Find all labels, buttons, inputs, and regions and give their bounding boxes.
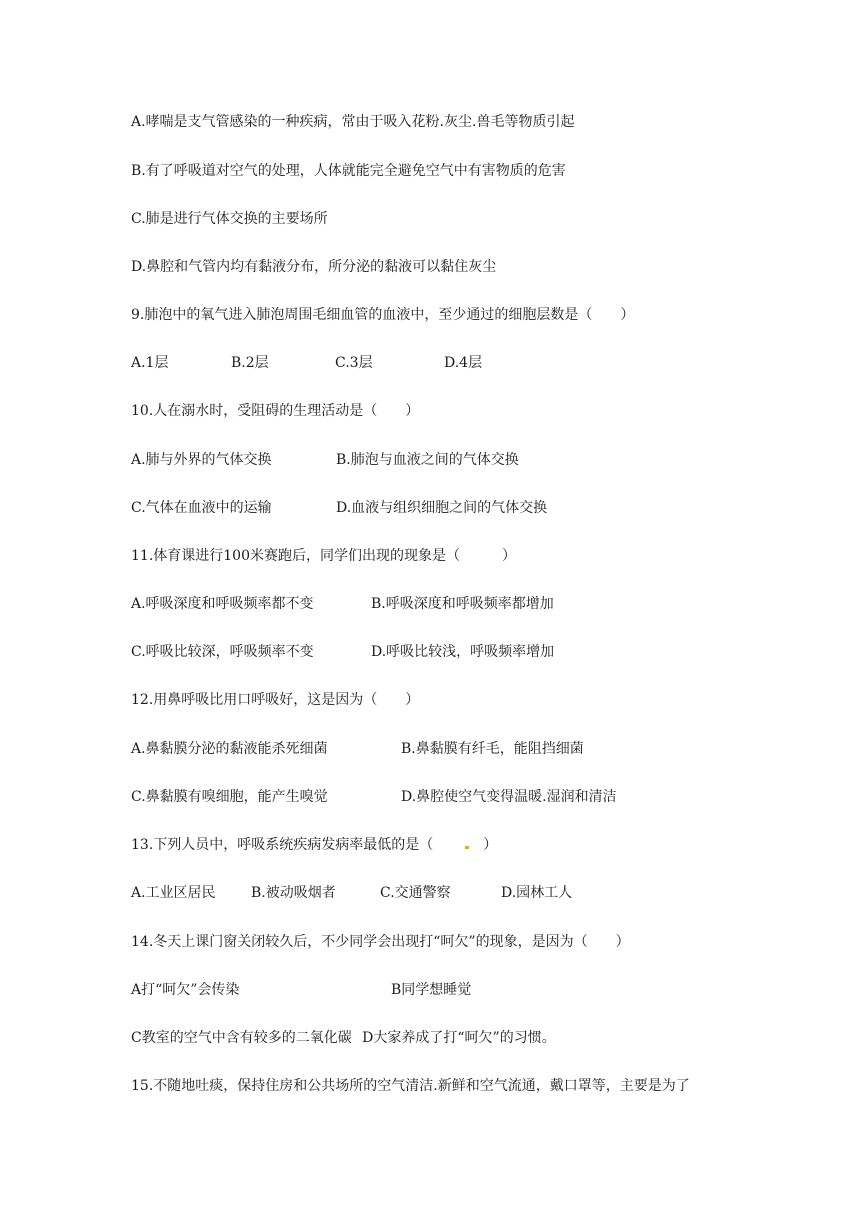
- q12-stem: 12.用鼻呼吸比用口呼吸好，这是因为（ ）: [131, 692, 420, 708]
- q11-option-a: A.呼吸深度和呼吸频率都不变: [131, 596, 314, 612]
- q14-stem: 14.冬天上课门窗关闭较久后，不少同学会出现打“呵欠”的现象，是因为（ ）: [131, 934, 630, 950]
- q10-stem: 10.人在溺水时，受阻碍的生理活动是（ ）: [131, 403, 420, 419]
- q8-option-d: D.鼻腔和气管内均有黏液分布，所分泌的黏液可以黏住灰尘: [131, 259, 497, 275]
- q14-option-a: A打“呵欠”会传染: [131, 982, 240, 998]
- q13-option-a: A.工业区居民: [131, 885, 216, 901]
- q11-option-d: D.呼吸比较浅，呼吸频率增加: [371, 644, 555, 660]
- q14-option-b: B同学想睡觉: [391, 982, 472, 998]
- q12-option-a: A.鼻黏膜分泌的黏液能杀死细菌: [131, 741, 328, 757]
- q10-option-d: D.血液与组织细胞之间的气体交换: [336, 500, 548, 516]
- q8-option-c: C.肺是进行气体交换的主要场所: [131, 211, 328, 227]
- q9-option-c: C.3层: [335, 355, 373, 371]
- q12-option-b: B.鼻黏膜有纤毛，能阻挡细菌: [401, 741, 584, 757]
- q13-option-b: B.被动吸烟者: [251, 885, 336, 901]
- q15-stem: 15.不随地吐痰，保持住房和公共场所的空气清洁.新鲜和空气流通，戴口罩等，主要是为了: [131, 1078, 690, 1094]
- q12-option-c: C.鼻黏膜有嗅细胞，能产生嗅觉: [131, 789, 328, 805]
- q14-options-row2: [131, 1028, 556, 1048]
- q9-option-b: B.2层: [231, 355, 269, 371]
- q11-option-b: B.呼吸深度和呼吸频率都增加: [371, 596, 554, 612]
- q12-option-d: D.鼻腔使空气变得温暖.湿润和清洁: [401, 789, 617, 805]
- q8-option-b: B.有了呼吸道对空气的处理，人体就能完全避免空气中有害物质的危害: [131, 163, 566, 179]
- q11-option-c: C.呼吸比较深，呼吸频率不变: [131, 644, 314, 660]
- q13-option-c: C.交通警察: [380, 885, 451, 901]
- q13-stem: [131, 835, 497, 855]
- q11-stem: 11.体育课进行100米赛跑后，同学们出现的现象是（ ）: [131, 548, 516, 564]
- q14-option-d: D大家养成了打“呵欠”的习惯。: [362, 1030, 556, 1046]
- q13-option-d: D.园林工人: [501, 885, 573, 901]
- q10-option-a: A.肺与外界的气体交换: [131, 452, 272, 468]
- q14-option-c: C教室的空气中含有较多的二氧化碳: [131, 1030, 352, 1046]
- q13-stem-close: ）: [483, 837, 498, 853]
- q10-option-b: B.肺泡与血液之间的气体交换: [336, 452, 519, 468]
- highlight-mark: [465, 846, 469, 849]
- q9-option-a: A.1层: [131, 355, 169, 371]
- q8-option-a: A.哮喘是支气管感染的一种疾病，常由于吸入花粉.灰尘.兽毛等物质引起: [131, 114, 575, 130]
- q10-option-c: C.气体在血液中的运输: [131, 500, 272, 516]
- q9-stem: 9.肺泡中的氧气进入肺泡周围毛细血管的血液中，至少通过的细胞层数是（ ）: [131, 307, 635, 323]
- q13-stem-text: 13.下列人员中，呼吸系统疾病发病率最低的是（: [131, 837, 434, 853]
- q9-option-d: D.4层: [444, 355, 483, 371]
